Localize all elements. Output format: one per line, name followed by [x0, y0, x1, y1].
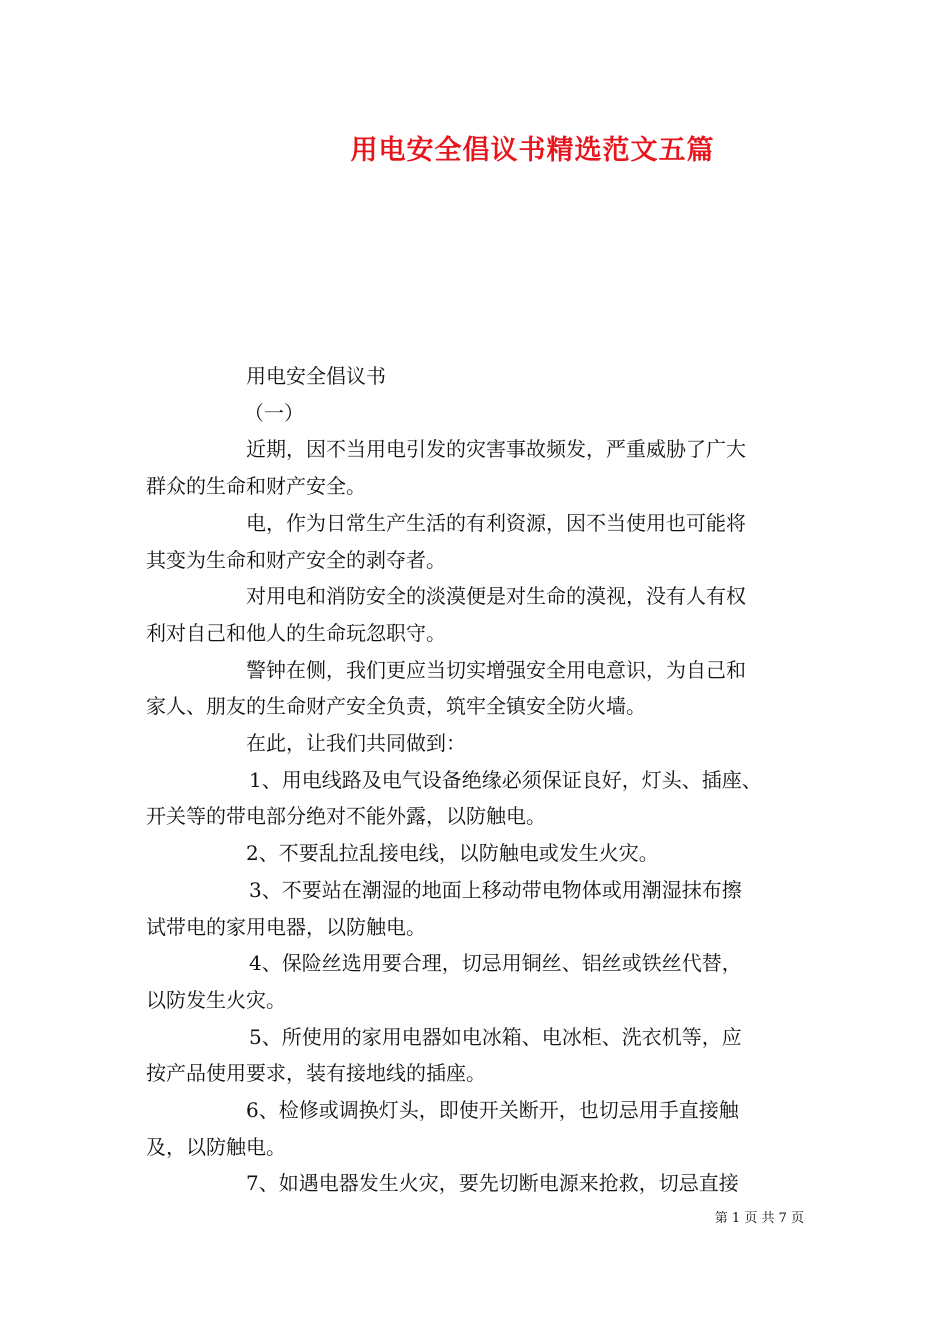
text-line: 5、所使用的家用电器如电冰箱、电冰柜、洗衣机等，应: [249, 1024, 742, 1049]
text-line: 开关等的带电部分绝对不能外露，以防触电。: [146, 804, 546, 829]
text-line: 2、不要乱拉乱接电线，以防触电或发生火灾。: [246, 841, 659, 866]
text-line: 4、保险丝选用要合理，切忌用铜丝、铝丝或铁丝代替，: [249, 951, 742, 976]
page-number: 第 1 页 共 7 页: [714, 1211, 804, 1226]
text-line: 其变为生命和财产安全的剥夺者。: [146, 547, 446, 572]
text-line: 用电安全倡议书: [246, 364, 386, 388]
text-line: 3、不要站在潮湿的地面上移动带电物体或用潮湿抹布擦: [249, 877, 742, 902]
text-line: 以防发生火灾。: [146, 987, 286, 1012]
text-line: 在此，让我们共同做到：: [246, 731, 466, 756]
text-line: 利对自己和他人的生命玩忽职守。: [146, 620, 446, 645]
text-line: 对用电和消防安全的淡漠便是对生命的漠视，没有人有权: [246, 584, 746, 609]
text-line: 试带电的家用电器，以防触电。: [146, 914, 426, 939]
text-line: 近期，因不当用电引发的灾害事故频发，严重威胁了广大: [246, 437, 746, 462]
text-line: 电，作为日常生产生活的有利资源，因不当使用也可能将: [246, 510, 746, 535]
document-title: 用电安全倡议书精选范文五篇: [350, 135, 715, 166]
text-line: 6、检修或调换灯头，即使开关断开，也切忌用手直接触: [246, 1098, 739, 1123]
text-line: 警钟在侧，我们更应当切实增强安全用电意识，为自己和: [246, 657, 746, 682]
text-line: 按产品使用要求，装有接地线的插座。: [146, 1061, 486, 1086]
text-line: 及，以防触电。: [146, 1134, 286, 1159]
text-line: 家人、朋友的生命财产安全负责，筑牢全镇安全防火墙。: [146, 694, 646, 719]
document-body: [146, 358, 808, 1202]
text-line: 1、用电线路及电气设备绝缘必须保证良好，灯头、插座、: [249, 767, 762, 792]
text-line: （一）: [244, 400, 304, 425]
text-line: 7、如遇电器发生火灾，要先切断电源来抢救，切忌直接: [246, 1171, 739, 1196]
text-line: 群众的生命和财产安全。: [146, 474, 366, 499]
